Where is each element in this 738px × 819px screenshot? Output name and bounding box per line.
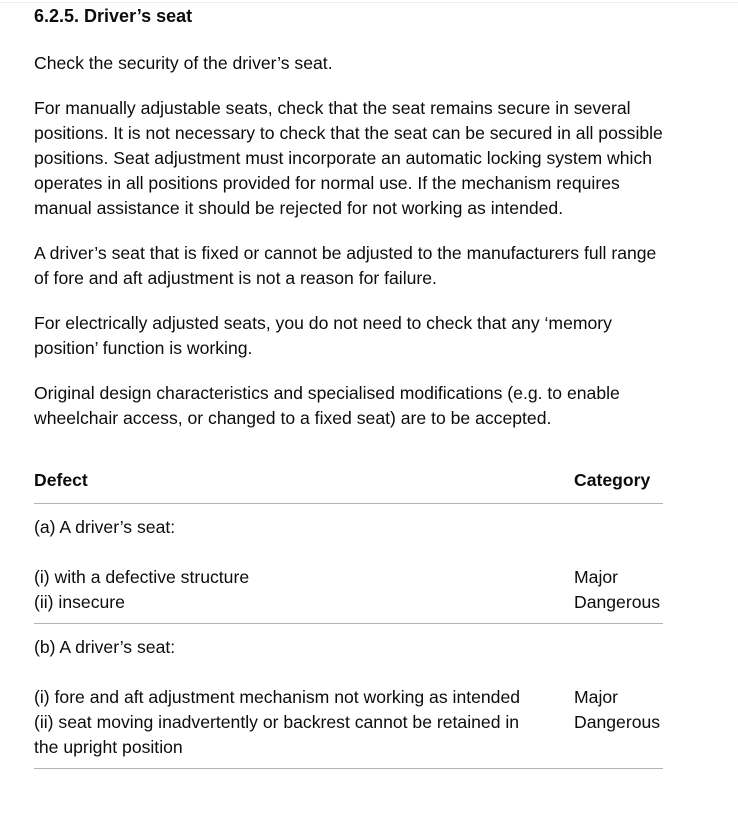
table-row [34,660,663,769]
table-header-row [34,468,663,504]
category-value: Dangerous [574,592,661,612]
category-items [545,660,663,769]
paragraph-original-design: Original design characteristics and specialised modifications (e.g. to enable wheelchair access, or changed to a fixed seat) are to be accepted. [34,383,620,428]
category-items [545,540,663,624]
table-row [34,624,663,661]
table-row [34,504,663,541]
content [34,0,663,769]
defect-item: (i) with a defective structure [34,567,250,587]
category-value: Major [574,687,618,707]
defect-column-header: Defect [34,468,545,504]
category-value: Dangerous [574,712,661,732]
paragraph-check-security: Check the security of the driver’s seat. [34,53,333,73]
defect-item: (ii) seat moving inadvertently or backrest cannot be retained in the upright position [34,712,520,757]
paragraph-electric-seats: For electrically adjusted seats, you do not need to check that any ‘memory position’ function is working. [34,313,612,358]
category-column-header: Category [545,468,663,504]
defects-table [34,468,663,769]
defect-items [34,540,545,624]
paragraph-manual-seats: For manually adjustable seats, check that the seat remains secure in several positions. It is not necessary to check that the seat can be secured in all possible positions. Seat adjustment must incorporate an automatic locking system which operates in all positions provided for normal use. If the mechanism requires manual assistance it should be rejected for not working as intended. [34,98,663,218]
defect-group-label: (b) A driver’s seat: [34,637,176,657]
defect-group-label: (a) A driver’s seat: [34,517,176,537]
table-row [34,540,663,624]
section-heading: 6.2.5. Driver’s seat [34,6,193,26]
defect-items [34,660,545,769]
defect-item: (i) fore and aft adjustment mechanism not working as intended [34,687,521,707]
defect-item: (ii) insecure [34,592,125,612]
paragraph-fixed-seat: A driver’s seat that is fixed or cannot be adjusted to the manufacturers full range of fore and aft adjustment is not a reason for failure. [34,243,657,288]
category-value: Major [574,567,618,587]
